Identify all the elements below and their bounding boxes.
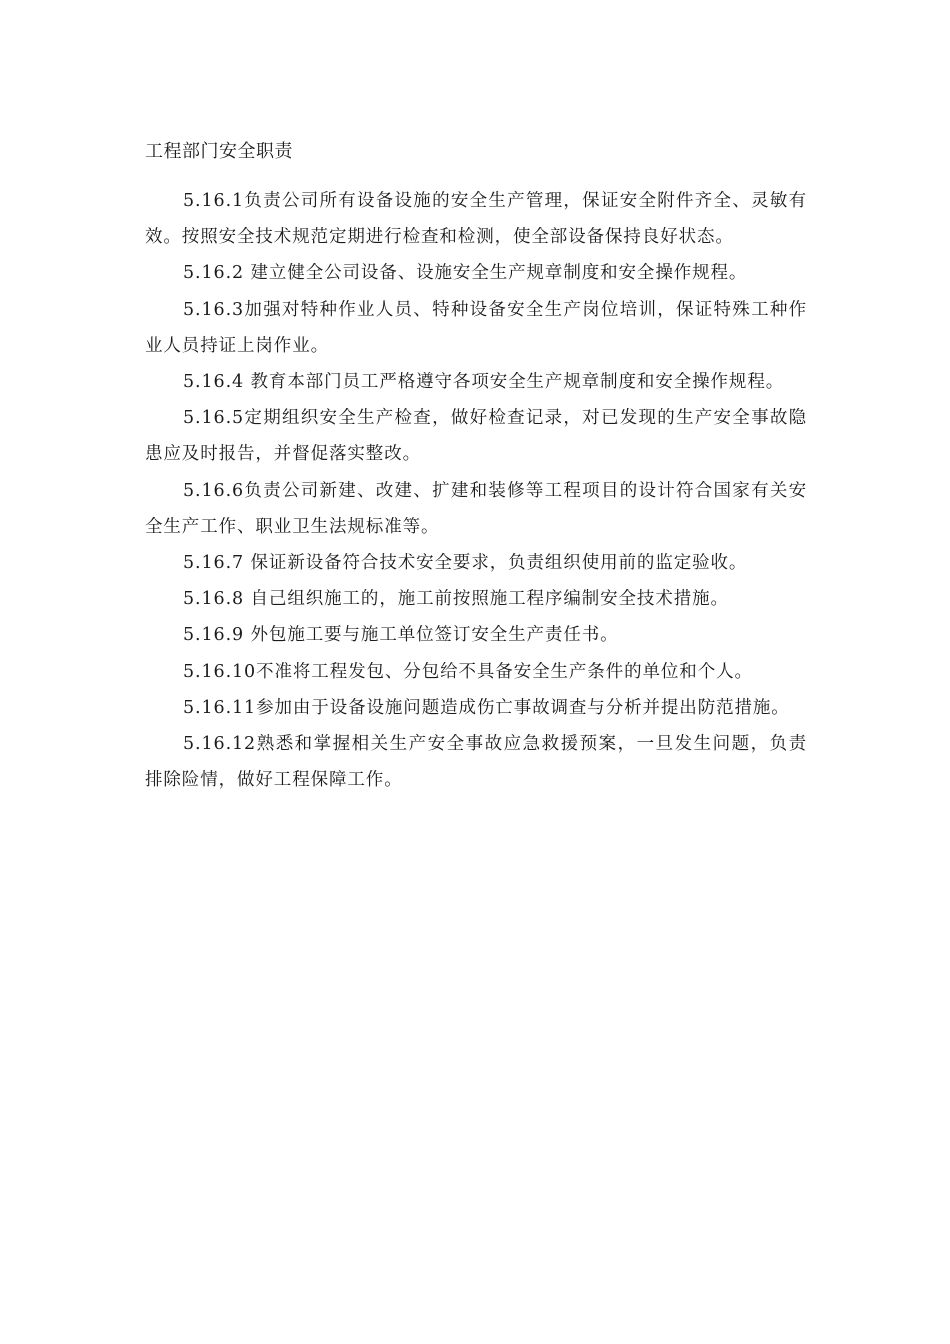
paragraph-5-16-12: 5.16.12熟悉和掌握相关生产安全事故应急救援预案，一旦发生问题，负责排除险情，做好工程保障工作。 <box>145 734 807 791</box>
paragraph-5-16-1: 5.16.1负责公司所有设备设施的安全生产管理，保证安全附件齐全、灵敏有效。按照安全技术规范定期进行检查和检测，使全部设备保持良好状态。 <box>145 191 807 248</box>
paragraph-5-16-5: 5.16.5定期组织安全生产检查，做好检查记录，对已发现的生产安全事故隐患应及时报告，并督促落实整改。 <box>145 408 807 465</box>
paragraph-5-16-11: 5.16.11参加由于设备设施问题造成伤亡事故调查与分析并提出防范措施。 <box>183 697 790 718</box>
paragraph-5-16-7: 5.16.7 保证新设备符合技术安全要求，负责组织使用前的监定验收。 <box>183 553 748 574</box>
document-body <box>145 183 807 798</box>
paragraph-5-16-6: 5.16.6负责公司新建、改建、扩建和装修等工程项目的设计符合国家有关安全生产工作、职业卫生法规标准等。 <box>145 480 807 537</box>
paragraph-5-16-8: 5.16.8 自己组织施工的，施工前按照施工程序编制安全技术措施。 <box>183 589 729 610</box>
paragraph-5-16-3: 5.16.3加强对特种作业人员、特种设备安全生产岗位培训，保证特殊工种作业人员持证上岗作业。 <box>145 299 807 356</box>
paragraph-5-16-9: 5.16.9 外包施工要与施工单位签订安全生产责任书。 <box>183 625 619 646</box>
paragraph-5-16-4: 5.16.4 教育本部门员工严格遵守各项安全生产规章制度和安全操作规程。 <box>183 372 785 393</box>
paragraph-5-16-10: 5.16.10不准将工程发包、分包给不具备安全生产条件的单位和个人。 <box>183 661 753 682</box>
paragraph-5-16-2: 5.16.2 建立健全公司设备、设施安全生产规章制度和安全操作规程。 <box>183 263 748 284</box>
document-title: 工程部门安全职责 <box>145 141 293 162</box>
